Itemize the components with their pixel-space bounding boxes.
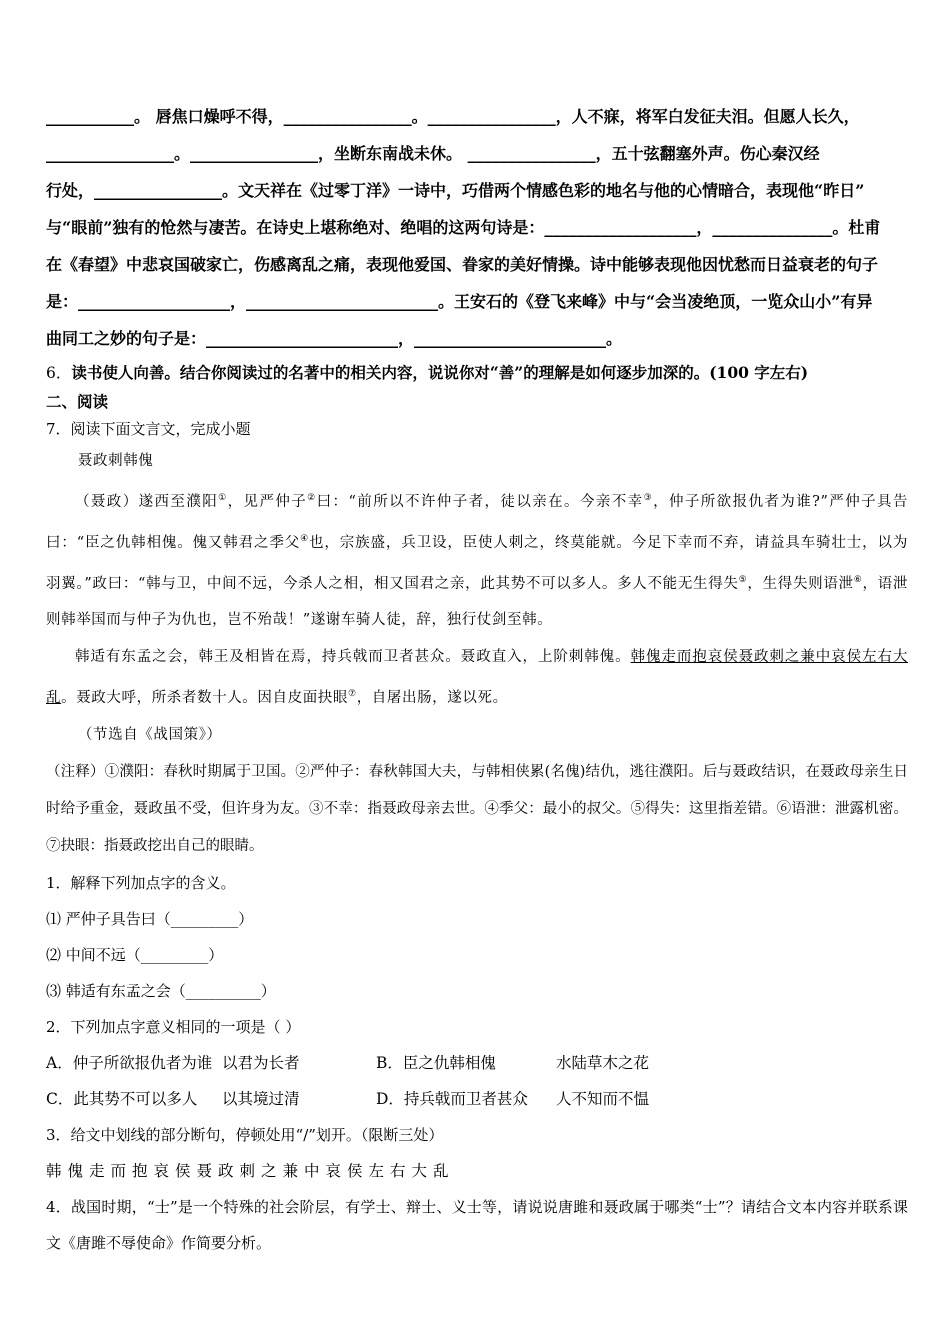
- question-7-intro: 7．阅读下面文言文，完成小题: [46, 420, 251, 438]
- footnote-mark: ③: [643, 493, 654, 503]
- options-row: [46, 1045, 908, 1081]
- sub-question-1-item: ⑵ 中间不远（_________）: [46, 946, 224, 965]
- fill-blank-line: 行处，________________。文天祥在《过零丁洋》一诗中，巧借两个情感色彩的地名与他的心情暗合，表现他“昨日”: [46, 181, 865, 200]
- sub-question-1-stem: 1．解释下列加点字的含义。: [46, 874, 236, 893]
- option-c[interactable]: C．此其势不可以多人: [46, 1090, 198, 1109]
- question-6: [46, 357, 908, 389]
- footnote-mark: ⑥: [853, 574, 863, 585]
- document-page: [46, 98, 908, 1261]
- option-a[interactable]: A．仲子所欲报仇者为谁: [46, 1054, 213, 1073]
- fill-blank-line: ________________。________________，坐断东南战未休。 ________________，五十弦翻塞外声。伤心秦汉经: [46, 144, 820, 163]
- option-a-pair: 以君为长者: [222, 1054, 300, 1073]
- footnote-mark: ④: [300, 533, 310, 544]
- sentence-to-punctuate: 韩傀走而抱哀侯聂政刺之兼中哀侯左右大乱: [46, 1162, 455, 1181]
- passage-paragraph-2: 韩适有东孟之会，韩王及相皆在焉，持兵戟而卫者甚众。聂政直入，上阶刺韩傀。韩傀走而抱哀侯聂政刺之兼中哀侯左右大乱。聂政大呼，所杀者数十人。因自皮面抉眼⑦，自屠出肠，遂以死。: [46, 649, 908, 707]
- fill-blank-line: ___________。 唇焦口燥呼不得，________________。________________，人不寐，将军白发征夫泪。但愿人长久，: [46, 107, 860, 126]
- sub-question-2-stem: 2．下列加点字意义相同的一项是（ ）: [46, 1018, 301, 1037]
- fill-blank-line: 曲同工之妙的句子是：________________________，________________________。: [46, 329, 623, 348]
- passage-title: 聂政刺韩傀: [77, 453, 154, 469]
- passage-source: （节选自《战国策》）: [77, 727, 222, 744]
- option-d[interactable]: D．持兵戟而卫者甚众: [376, 1090, 528, 1109]
- footnote-mark: ②: [307, 493, 317, 503]
- fill-blank-line: 是：___________________，________________________。王安石的《登飞来峰》中与“会当凌绝顶，一览众山小”有异: [46, 292, 873, 311]
- sub-question-4: 4．战国时期，“士”是一个特殊的社会阶层，有学士、辩士、义士等，请说说唐雎和聂政属于哪类“士”？请结合文本内容并联系课文《唐雎不辱使命》作简要分析。: [46, 1198, 908, 1253]
- sub-question-1-item: ⑴ 严仲子具告曰（_________）: [46, 910, 254, 929]
- option-d-pair: 人不知而不愠: [556, 1090, 650, 1109]
- question-number: 6．: [46, 364, 72, 382]
- footnote-mark: ⑦: [348, 689, 357, 700]
- fill-blank-line: 在《春望》中悲哀国破家亡，伤感离乱之痛，表现他爱国、眷家的美好情操。诗中能够表现他因忧愁而日益衰老的句子: [46, 255, 879, 274]
- underlined-sentence: 韩傀走而抱哀侯聂政刺之兼中哀侯左右大乱: [46, 649, 908, 707]
- section-heading: 二、阅读: [46, 392, 109, 411]
- sub-question-1-item: ⑶ 韩适有东孟之会（__________）: [46, 982, 276, 1001]
- footnote-mark: ①: [218, 493, 228, 503]
- option-b-pair: 水陆草木之花: [556, 1054, 650, 1073]
- annotations: （注释）①濮阳：春秋时期属于卫国。②严仲子：春秋韩国大夫，与韩相侠累(名傀)结仇，逃往濮阳。后与聂政结识，在聂政母亲生日时给予重金，聂政虽不受，但许身为友。③不幸：指聂政母亲去世。④季父：最小的叔父。⑤得失：这里指差错。⑥语泄：泄露机密。⑦抉眼：指聂政挖出自己的眼睛。: [46, 764, 908, 855]
- fill-blank-line: 与“眼前”独有的怆然与凄苦。在诗史上堪称绝对、绝唱的这两句诗是：___________________，_______________。杜甫: [46, 218, 881, 237]
- footnote-mark: ⑤: [738, 574, 748, 585]
- option-b[interactable]: B．臣之仇韩相傀: [376, 1054, 496, 1073]
- options-row: [46, 1081, 908, 1117]
- passage-paragraph-1: （聂政）遂西至濮阳①，见严仲子②曰：“前所以不许仲子者，徒以亲在。今亲不幸③，仲子所欲报仇者为谁?”严仲子具告曰：“臣之仇韩相傀。傀又韩君之季父④也，宗族盛，兵卫设，臣使人刺之，终莫能就。今足下幸而不弃，请益具车骑壮士，以为羽翼。”政曰：“韩与卫，中间不远，今杀人之相，相又国君之亲，此其势不可以多人。多人不能无生得失⑤，生得失则语泄⑥，语泄则韩举国而与仲子为仇也，岂不殆哉！”遂谢车骑人徒，辞，独行仗剑至韩。: [46, 493, 909, 629]
- sub-question-3-stem: 3．给文中划线的部分断句，停顿处用“/”划开。（限断三处）: [46, 1126, 444, 1145]
- question-text: 读书使人向善。结合你阅读过的名著中的相关内容，说说你对“善”的理解是如何逐步加深的。(100 字左右): [71, 363, 809, 382]
- fill-blank-section: [46, 98, 908, 357]
- option-c-pair: 以其境过清: [222, 1090, 300, 1109]
